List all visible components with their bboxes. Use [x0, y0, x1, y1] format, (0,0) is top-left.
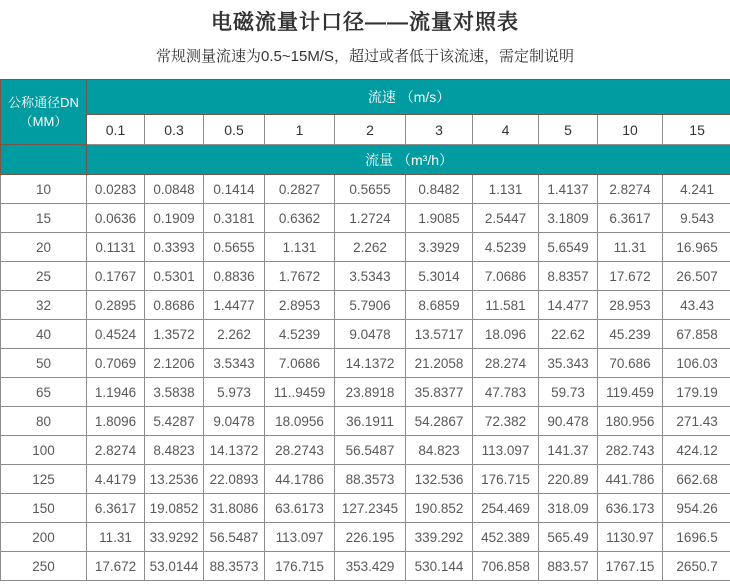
- dn-cell: 65: [1, 378, 87, 407]
- flow-value-cell: 141.37: [539, 436, 598, 465]
- flow-value-cell: 0.1909: [145, 204, 204, 233]
- flow-value-cell: 180.956: [598, 407, 663, 436]
- velocity-value-cell: 1: [265, 115, 335, 145]
- flow-value-cell: 424.12: [663, 436, 730, 465]
- flow-value-cell: 17.672: [87, 552, 145, 581]
- flow-value-cell: 1.4137: [539, 175, 598, 204]
- flow-value-cell: 9.0478: [204, 407, 265, 436]
- flow-value-cell: 6.3617: [598, 204, 663, 233]
- flow-value-cell: 54.2867: [406, 407, 473, 436]
- dn-cell: 200: [1, 523, 87, 552]
- flow-value-cell: 127.2345: [335, 494, 406, 523]
- flow-value-cell: 72.382: [473, 407, 539, 436]
- corner-spacer-cell: [1, 145, 87, 175]
- flow-value-cell: 67.858: [663, 320, 730, 349]
- flow-value-cell: 530.144: [406, 552, 473, 581]
- flow-value-cell: 0.5655: [335, 175, 406, 204]
- flow-value-cell: 1.131: [265, 233, 335, 262]
- flow-value-cell: 318.09: [539, 494, 598, 523]
- table-row: [1, 320, 730, 349]
- flow-value-cell: 90.478: [539, 407, 598, 436]
- table-row: [1, 407, 730, 436]
- page-subtitle: 常规测量流速为0.5~15M/S，超过或者低于该流速，需定制说明: [156, 48, 574, 65]
- dn-cell: 250: [1, 552, 87, 581]
- flow-value-cell: 119.459: [598, 378, 663, 407]
- table-row: [1, 378, 730, 407]
- table-row: [1, 494, 730, 523]
- flow-value-cell: 3.5838: [145, 378, 204, 407]
- flow-value-cell: 0.5655: [204, 233, 265, 262]
- flow-value-cell: 31.8086: [204, 494, 265, 523]
- flow-value-cell: 88.3573: [335, 465, 406, 494]
- flow-value-cell: 565.49: [539, 523, 598, 552]
- flow-value-cell: 63.6173: [265, 494, 335, 523]
- flow-value-cell: 0.1767: [87, 262, 145, 291]
- flow-value-cell: 254.469: [473, 494, 539, 523]
- flow-value-cell: 16.965: [663, 233, 730, 262]
- flow-value-cell: 441.786: [598, 465, 663, 494]
- flow-value-cell: 8.8357: [539, 262, 598, 291]
- dn-cell: 32: [1, 291, 87, 320]
- flow-value-cell: 70.686: [598, 349, 663, 378]
- velocity-value-cell: 4: [473, 115, 539, 145]
- flow-value-cell: 220.89: [539, 465, 598, 494]
- flow-value-cell: 56.5487: [204, 523, 265, 552]
- flow-value-cell: 1.9085: [406, 204, 473, 233]
- flow-value-cell: 226.195: [335, 523, 406, 552]
- flow-value-cell: 14.1372: [204, 436, 265, 465]
- velocity-value-cell: 10: [598, 115, 663, 145]
- page: [0, 6, 730, 581]
- flow-value-cell: 7.0686: [265, 349, 335, 378]
- flow-value-cell: 18.0956: [265, 407, 335, 436]
- flow-value-cell: 0.2827: [265, 175, 335, 204]
- flow-value-cell: 28.274: [473, 349, 539, 378]
- header-row-velocity-values: [1, 115, 730, 145]
- flow-value-cell: 0.6362: [265, 204, 335, 233]
- flow-value-cell: 2.8953: [265, 291, 335, 320]
- flow-value-cell: 22.0893: [204, 465, 265, 494]
- flow-value-cell: 23.8918: [335, 378, 406, 407]
- flow-value-cell: 282.743: [598, 436, 663, 465]
- flow-value-cell: 11.31: [598, 233, 663, 262]
- flow-value-cell: 2650.7: [663, 552, 730, 581]
- flow-value-cell: 19.0852: [145, 494, 204, 523]
- flow-value-cell: 2.5447: [473, 204, 539, 233]
- flow-value-cell: 0.7069: [87, 349, 145, 378]
- dn-cell: 15: [1, 204, 87, 233]
- table-row: [1, 233, 730, 262]
- flow-value-cell: 11..9459: [265, 378, 335, 407]
- flow-value-cell: 3.5343: [204, 349, 265, 378]
- flow-value-cell: 17.672: [598, 262, 663, 291]
- flow-value-cell: 954.26: [663, 494, 730, 523]
- flow-value-cell: 1.1946: [87, 378, 145, 407]
- flow-value-cell: 271.43: [663, 407, 730, 436]
- flow-value-cell: 4.241: [663, 175, 730, 204]
- table-row: [1, 552, 730, 581]
- flow-value-cell: 0.0636: [87, 204, 145, 233]
- flow-value-cell: 2.262: [335, 233, 406, 262]
- corner-header-dn: [1, 80, 87, 145]
- flow-value-cell: 14.1372: [335, 349, 406, 378]
- flow-value-cell: 1.8096: [87, 407, 145, 436]
- flow-value-cell: 4.4179: [87, 465, 145, 494]
- flow-value-cell: 636.173: [598, 494, 663, 523]
- flow-value-cell: 339.292: [406, 523, 473, 552]
- flow-value-cell: 1696.5: [663, 523, 730, 552]
- flow-value-cell: 706.858: [473, 552, 539, 581]
- header-row-flow-title: [1, 145, 730, 175]
- flow-value-cell: 1.3572: [145, 320, 204, 349]
- flow-value-cell: 28.953: [598, 291, 663, 320]
- flow-value-cell: 84.823: [406, 436, 473, 465]
- flow-value-cell: 0.0283: [87, 175, 145, 204]
- table-row: [1, 436, 730, 465]
- flow-value-cell: 13.5717: [406, 320, 473, 349]
- flow-value-cell: 56.5487: [335, 436, 406, 465]
- flow-value-cell: 4.5239: [265, 320, 335, 349]
- dn-cell: 80: [1, 407, 87, 436]
- table-row: [1, 262, 730, 291]
- flow-value-cell: 5.6549: [539, 233, 598, 262]
- flow-value-cell: 0.8836: [204, 262, 265, 291]
- flow-value-cell: 190.852: [406, 494, 473, 523]
- flow-value-cell: 0.1131: [87, 233, 145, 262]
- velocity-value-cell: 15: [663, 115, 730, 145]
- velocity-value-cell: 0.3: [145, 115, 204, 145]
- flow-value-cell: 21.2058: [406, 349, 473, 378]
- velocity-value-cell: 2: [335, 115, 406, 145]
- flow-value-cell: 47.783: [473, 378, 539, 407]
- dn-cell: 25: [1, 262, 87, 291]
- flow-value-cell: 36.1911: [335, 407, 406, 436]
- flow-value-cell: 26.507: [663, 262, 730, 291]
- dn-cell: 20: [1, 233, 87, 262]
- flow-value-cell: 3.5343: [335, 262, 406, 291]
- table-row: [1, 465, 730, 494]
- flow-value-cell: 3.1809: [539, 204, 598, 233]
- flow-value-cell: 1130.97: [598, 523, 663, 552]
- velocity-value-cell: 5: [539, 115, 598, 145]
- flow-value-cell: 44.1786: [265, 465, 335, 494]
- flow-value-cell: 353.429: [335, 552, 406, 581]
- flow-value-cell: 0.3393: [145, 233, 204, 262]
- flow-value-cell: 113.097: [473, 436, 539, 465]
- flow-value-cell: 452.389: [473, 523, 539, 552]
- flow-value-cell: 662.68: [663, 465, 730, 494]
- flow-value-cell: 35.343: [539, 349, 598, 378]
- flow-value-cell: 88.3573: [204, 552, 265, 581]
- flow-value-cell: 1767.15: [598, 552, 663, 581]
- flow-value-cell: 2.262: [204, 320, 265, 349]
- flow-value-cell: 14.477: [539, 291, 598, 320]
- dn-cell: 125: [1, 465, 87, 494]
- dn-cell: 150: [1, 494, 87, 523]
- flow-value-cell: 7.0686: [473, 262, 539, 291]
- flow-value-cell: 5.7906: [335, 291, 406, 320]
- flow-value-cell: 1.2724: [335, 204, 406, 233]
- table-row: [1, 349, 730, 378]
- flow-value-cell: 5.4287: [145, 407, 204, 436]
- flow-value-cell: 0.3181: [204, 204, 265, 233]
- header-row-velocity-title: [1, 80, 730, 115]
- flow-value-cell: 3.3929: [406, 233, 473, 262]
- dn-cell: 50: [1, 349, 87, 378]
- velocity-header: 流速 （m/s）: [87, 80, 730, 115]
- velocity-value-cell: 0.5: [204, 115, 265, 145]
- flow-value-cell: 8.4823: [145, 436, 204, 465]
- flow-value-cell: 45.239: [598, 320, 663, 349]
- dn-cell: 10: [1, 175, 87, 204]
- flow-value-cell: 106.03: [663, 349, 730, 378]
- flow-value-cell: 0.8482: [406, 175, 473, 204]
- flow-value-cell: 0.5301: [145, 262, 204, 291]
- dn-cell: 40: [1, 320, 87, 349]
- flow-value-cell: 43.43: [663, 291, 730, 320]
- flow-value-cell: 11.31: [87, 523, 145, 552]
- flow-value-cell: 8.6859: [406, 291, 473, 320]
- flow-value-cell: 59.73: [539, 378, 598, 407]
- flow-value-cell: 1.131: [473, 175, 539, 204]
- flow-value-cell: 2.8274: [598, 175, 663, 204]
- table-row: [1, 175, 730, 204]
- flow-value-cell: 11.581: [473, 291, 539, 320]
- flow-header: 流量 （m³/h）: [87, 145, 730, 175]
- flow-value-cell: 13.2536: [145, 465, 204, 494]
- flow-value-cell: 33.9292: [145, 523, 204, 552]
- page-title: 电磁流量计口径——流量对照表: [211, 11, 519, 34]
- flow-comparison-table: [0, 79, 730, 581]
- flow-value-cell: 0.8686: [145, 291, 204, 320]
- flow-value-cell: 179.19: [663, 378, 730, 407]
- velocity-value-cell: 3: [406, 115, 473, 145]
- flow-value-cell: 5.973: [204, 378, 265, 407]
- flow-value-cell: 1.4477: [204, 291, 265, 320]
- flow-value-cell: 176.715: [265, 552, 335, 581]
- velocity-value-cell: 0.1: [87, 115, 145, 145]
- flow-value-cell: 28.2743: [265, 436, 335, 465]
- table-row: [1, 204, 730, 233]
- flow-value-cell: 4.5239: [473, 233, 539, 262]
- flow-value-cell: 9.543: [663, 204, 730, 233]
- flow-value-cell: 18.096: [473, 320, 539, 349]
- flow-value-cell: 2.1206: [145, 349, 204, 378]
- flow-value-cell: 6.3617: [87, 494, 145, 523]
- flow-value-cell: 0.0848: [145, 175, 204, 204]
- flow-value-cell: 53.0144: [145, 552, 204, 581]
- corner-header-line2: （MM）: [19, 114, 68, 129]
- table-row: [1, 291, 730, 320]
- dn-cell: 100: [1, 436, 87, 465]
- flow-value-cell: 0.1414: [204, 175, 265, 204]
- flow-value-cell: 9.0478: [335, 320, 406, 349]
- flow-value-cell: 5.3014: [406, 262, 473, 291]
- flow-value-cell: 2.8274: [87, 436, 145, 465]
- flow-value-cell: 176.715: [473, 465, 539, 494]
- table-row: [1, 523, 730, 552]
- flow-value-cell: 0.2895: [87, 291, 145, 320]
- flow-value-cell: 113.097: [265, 523, 335, 552]
- flow-value-cell: 1.7672: [265, 262, 335, 291]
- flow-value-cell: 0.4524: [87, 320, 145, 349]
- flow-value-cell: 883.57: [539, 552, 598, 581]
- flow-value-cell: 22.62: [539, 320, 598, 349]
- corner-header-line1: 公称通径DN: [8, 95, 79, 110]
- flow-value-cell: 35.8377: [406, 378, 473, 407]
- flow-value-cell: 132.536: [406, 465, 473, 494]
